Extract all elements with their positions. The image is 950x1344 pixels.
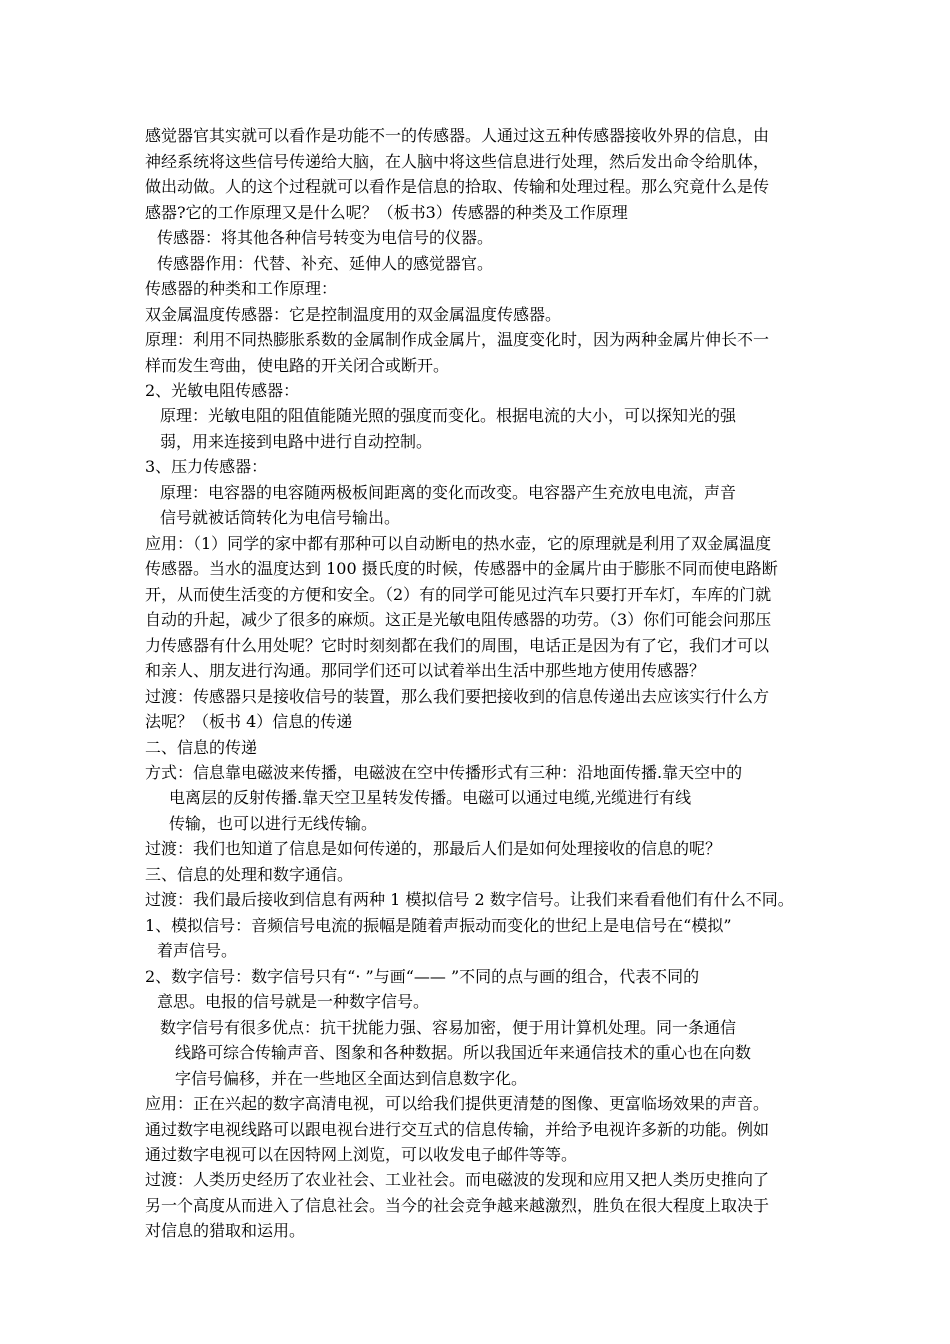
text-line: 弱，用来连接到电路中进行自动控制。 bbox=[160, 432, 433, 451]
text-line: 意思。电报的信号就是一种数字信号。 bbox=[157, 992, 430, 1011]
text-line: 电离层的反射传播.靠天空卫星转发传播。电磁可以通过电缆,光缆进行有线 bbox=[169, 788, 692, 807]
text-line: 传感器。当水的温度达到 100 摄氏度的时候，传感器中的金属片由于膨胀不同而使电路断 bbox=[145, 559, 778, 578]
text-line: 神经系统将这些信号传递给大脑，在人脑中将这些信息进行处理，然后发出命令给肌体， bbox=[145, 152, 770, 171]
text-line: 传感器：将其他各种信号转变为电信号的仪器。 bbox=[157, 228, 494, 247]
text-line: 传输，也可以进行无线传输。 bbox=[169, 814, 378, 833]
text-line: 另一个高度从而进入了信息社会。当今的社会竞争越来越激烈，胜负在很大程度上取决于 bbox=[145, 1196, 770, 1215]
text-line: 原理：光敏电阻的阻值能随光照的强度而变化。根据电流的大小，可以探知光的强 bbox=[160, 406, 737, 425]
text-line: 过渡：我们最后接收到信息有两种 1 模拟信号 2 数字信号。让我们来看看他们有什么不同。 bbox=[145, 890, 794, 909]
text-line: 传感器的种类和工作原理： bbox=[145, 279, 338, 298]
text-line: 过渡：传感器只是接收信号的装置，那么我们要把接收到的信息传递出去应该实行什么方 bbox=[145, 687, 770, 706]
text-line: 二、信息的传递 bbox=[145, 738, 258, 757]
text-line: 信号就被话筒转化为电信号输出。 bbox=[160, 508, 401, 527]
text-line: 开，从而使生活变的方便和安全。（2）有的同学可能见过汽车只要打开车灯，车库的门就 bbox=[145, 585, 772, 604]
text-line: 2、光敏电阻传感器： bbox=[145, 381, 300, 400]
text-line: 感器?它的工作原理又是什么呢？（板书3）传感器的种类及工作原理 bbox=[145, 203, 628, 222]
text-line: 线路可综合传输声音、图象和各种数据。所以我国近年来通信技术的重心也在向数 bbox=[175, 1043, 752, 1062]
text-line: 方式：信息靠电磁波来传播，电磁波在空中传播形式有三种：沿地面传播.靠天空中的 bbox=[145, 763, 743, 782]
text-line: 原理：电容器的电容随两极板间距离的变化而改变。电容器产生充放电电流，声音 bbox=[160, 483, 737, 502]
text-line: 双金属温度传感器：它是控制温度用的双金属温度传感器。 bbox=[145, 305, 562, 324]
text-line: 原理：利用不同热膨胀系数的金属制作成金属片，温度变化时，因为两种金属片伸长不一 bbox=[145, 330, 770, 349]
text-line: 过渡：我们也知道了信息是如何传递的，那最后人们是如何处理接收的信息的呢？ bbox=[145, 839, 722, 858]
text-line: 三、信息的处理和数字通信。 bbox=[145, 865, 354, 884]
text-line: 1、模拟信号：音频信号电流的振幅是随着声振动而变化的世纪上是电信号在“模拟” bbox=[145, 916, 732, 935]
text-line: 样而发生弯曲，使电路的开关闭合或断开。 bbox=[145, 356, 450, 375]
text-line: 自动的升起，减少了很多的麻烦。这正是光敏电阻传感器的功劳。（3）你们可能会问那压 bbox=[145, 610, 772, 629]
text-line: 3、压力传感器： bbox=[145, 457, 268, 476]
text-line: 应用：（1）同学的家中都有那种可以自动断电的热水壶，它的原理就是利用了双金属温度 bbox=[145, 534, 772, 553]
text-line: 过渡：人类历史经历了农业社会、工业社会。而电磁波的发现和应用又把人类历史推向了 bbox=[145, 1170, 770, 1189]
text-line: 数字信号有很多优点：抗干扰能力强、容易加密，便于用计算机处理。同一条通信 bbox=[160, 1018, 737, 1037]
text-line: 和亲人、朋友进行沟通。那同学们还可以试着举出生活中那些地方使用传感器？ bbox=[145, 661, 706, 680]
text-line: 应用：正在兴起的数字高清电视，可以给我们提供更清楚的图像、更富临场效果的声音。 bbox=[145, 1094, 770, 1113]
text-line: 着声信号。 bbox=[157, 941, 238, 960]
text-line: 对信息的猎取和运用。 bbox=[145, 1221, 306, 1240]
text-line: 法呢？（板书 4）信息的传递 bbox=[145, 712, 353, 731]
text-line: 传感器作用：代替、补充、延伸人的感觉器官。 bbox=[157, 254, 494, 273]
text-line: 力传感器有什么用处呢？它时时刻刻都在我们的周围，电话正是因为有了它，我们才可以 bbox=[145, 636, 770, 655]
text-line: 做出动做。人的这个过程就可以看作是信息的拾取、传输和处理过程。那么究竟什么是传 bbox=[145, 177, 770, 196]
text-line: 字信号偏移，并在一些地区全面达到信息数字化。 bbox=[175, 1069, 528, 1088]
text-line: 通过数字电视可以在因特网上浏览，可以收发电子邮件等等。 bbox=[145, 1145, 578, 1164]
text-line: 感觉器官其实就可以看作是功能不一的传感器。人通过这五种传感器接收外界的信息，由 bbox=[145, 126, 770, 145]
text-line: 2、数字信号：数字信号只有“· ”与画“—— ”不同的点与画的组合，代表不同的 bbox=[145, 967, 700, 986]
text-line: 通过数字电视线路可以跟电视台进行交互式的信息传输，并给予电视许多新的功能。例如 bbox=[145, 1120, 770, 1139]
